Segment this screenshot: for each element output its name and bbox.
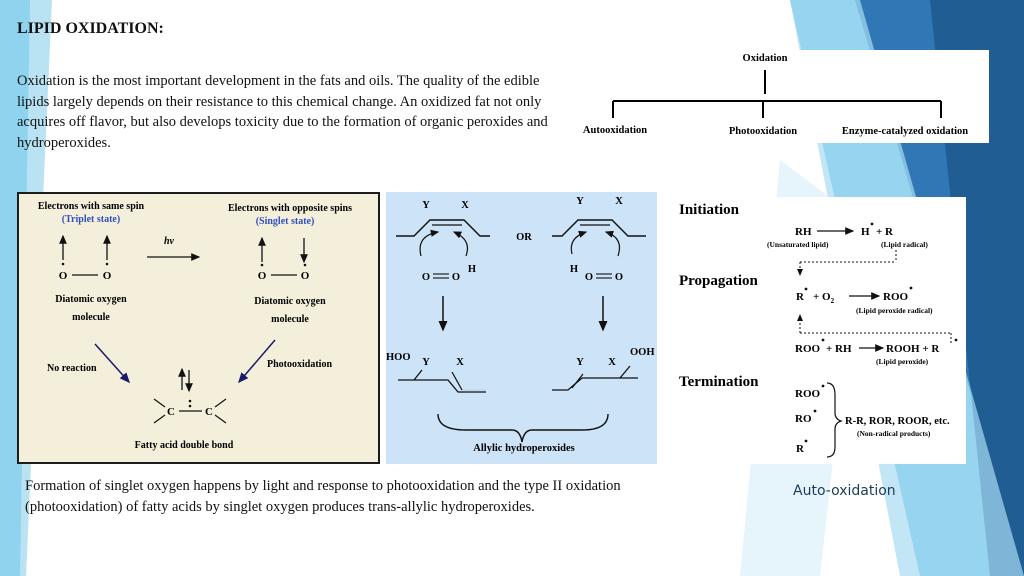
svg-text:X: X — [615, 196, 623, 207]
svg-text:O: O — [102, 270, 112, 282]
svg-text:H: H — [569, 264, 579, 275]
svg-text:O: O — [257, 270, 267, 282]
svg-text:molecule: molecule — [271, 314, 309, 325]
svg-text:OR: OR — [516, 232, 532, 243]
svg-text:(Lipid radical): (Lipid radical) — [881, 240, 928, 249]
svg-text:RH: RH — [795, 226, 812, 238]
svg-text:Initiation: Initiation — [679, 202, 740, 218]
svg-text:(Triplet state): (Triplet state) — [61, 214, 121, 225]
svg-text:O: O — [584, 272, 594, 283]
svg-text:Fatty acid double bond: Fatty acid double bond — [134, 440, 234, 451]
svg-text:+ R: + R — [876, 226, 893, 238]
tree-child-photooxidation: Photooxidation — [728, 126, 798, 137]
svg-text:Diatomic oxygen: Diatomic oxygen — [254, 296, 326, 307]
svg-text:Allylic hydroperoxides: Allylic hydroperoxides — [473, 443, 575, 454]
svg-text:OOH: OOH — [630, 347, 655, 358]
svg-text:H: H — [861, 226, 870, 238]
allylic-hydroperoxides-diagram — [386, 192, 657, 464]
svg-text:X: X — [608, 357, 616, 368]
singlet-oxygen-diagram — [17, 192, 380, 464]
svg-text:ROO: ROO — [883, 291, 909, 303]
svg-text:O: O — [58, 270, 68, 282]
svg-text:C: C — [167, 406, 175, 418]
svg-text:O: O — [300, 270, 310, 282]
svg-text:HOO: HOO — [386, 352, 411, 363]
svg-text:No reaction: No reaction — [47, 363, 97, 374]
svg-text:O: O — [614, 272, 624, 283]
svg-text:Y: Y — [422, 357, 430, 368]
svg-text:Photooxidation: Photooxidation — [267, 359, 333, 370]
svg-text:hν: hν — [164, 236, 174, 247]
svg-text:O: O — [451, 272, 461, 283]
svg-text:(Singlet state): (Singlet state) — [255, 216, 315, 227]
svg-text:+ O2: + $O_2$ — [813, 291, 835, 305]
svg-text:Y: Y — [422, 200, 430, 211]
svg-text:X: X — [456, 357, 464, 368]
slide-title: LIPID OXIDATION: — [17, 20, 164, 37]
svg-text:Diatomic oxygen: Diatomic oxygen — [55, 294, 127, 305]
svg-text:ROOH + R: ROOH + R — [886, 343, 940, 355]
svg-text:H: H — [467, 264, 477, 275]
svg-text:R-R, ROR, ROOR, etc.: R-R, ROR, ROOR, etc. — [845, 416, 950, 427]
svg-text:Termination: Termination — [679, 374, 759, 390]
tree-child-enzyme: Enzyme-catalyzed oxidation — [841, 126, 969, 137]
svg-text:(Non-radical products): (Non-radical products) — [857, 429, 931, 438]
svg-text:O: O — [421, 272, 431, 283]
svg-text:Electrons with same spin: Electrons with same spin — [37, 201, 145, 212]
svg-text:ROO: ROO — [795, 388, 821, 400]
auto-oxidation-diagram — [675, 197, 966, 464]
svg-text:R: R — [796, 291, 804, 303]
svg-text:(Unsaturated lipid): (Unsaturated lipid) — [767, 240, 829, 249]
svg-text:X: X — [461, 200, 469, 211]
tree-child-autooxidation: Autooxidation — [582, 125, 648, 136]
tree-root-label: Oxidation — [742, 53, 788, 64]
svg-text:molecule: molecule — [72, 312, 110, 323]
svg-text:ROO: ROO — [795, 343, 821, 355]
svg-text:(Lipid peroxide radical): (Lipid peroxide radical) — [856, 306, 933, 315]
svg-text:C: C — [205, 406, 213, 418]
auto-oxidation-label: Auto-oxidation — [793, 483, 896, 499]
svg-text:RO: RO — [795, 413, 812, 425]
svg-text:R: R — [796, 443, 804, 455]
oxidation-types-diagram — [575, 50, 989, 143]
svg-text:Y: Y — [576, 196, 584, 207]
svg-text:(Lipid peroxide): (Lipid peroxide) — [876, 357, 929, 366]
svg-text:+ RH: + RH — [826, 343, 852, 355]
svg-text:Electrons with opposite spins: Electrons with opposite spins — [227, 203, 353, 214]
svg-text:Y: Y — [576, 357, 584, 368]
svg-text:Propagation: Propagation — [679, 273, 758, 289]
intro-paragraph: Oxidation is the most important development in the fats and oils. The quality of the edible lipids largely depends on their resistance to this chemical change. An oxidized fat not only acquires off flavor, but also develops toxicity due to the formation of organic peroxides and hydroperoxides. — [17, 73, 548, 151]
caption-paragraph: Formation of singlet oxygen happens by light and response to photooxidation and the type II oxidation (photooxidation) of fatty acids by singlet oxygen produces trans-allylic hydroperoxides. — [25, 478, 621, 515]
